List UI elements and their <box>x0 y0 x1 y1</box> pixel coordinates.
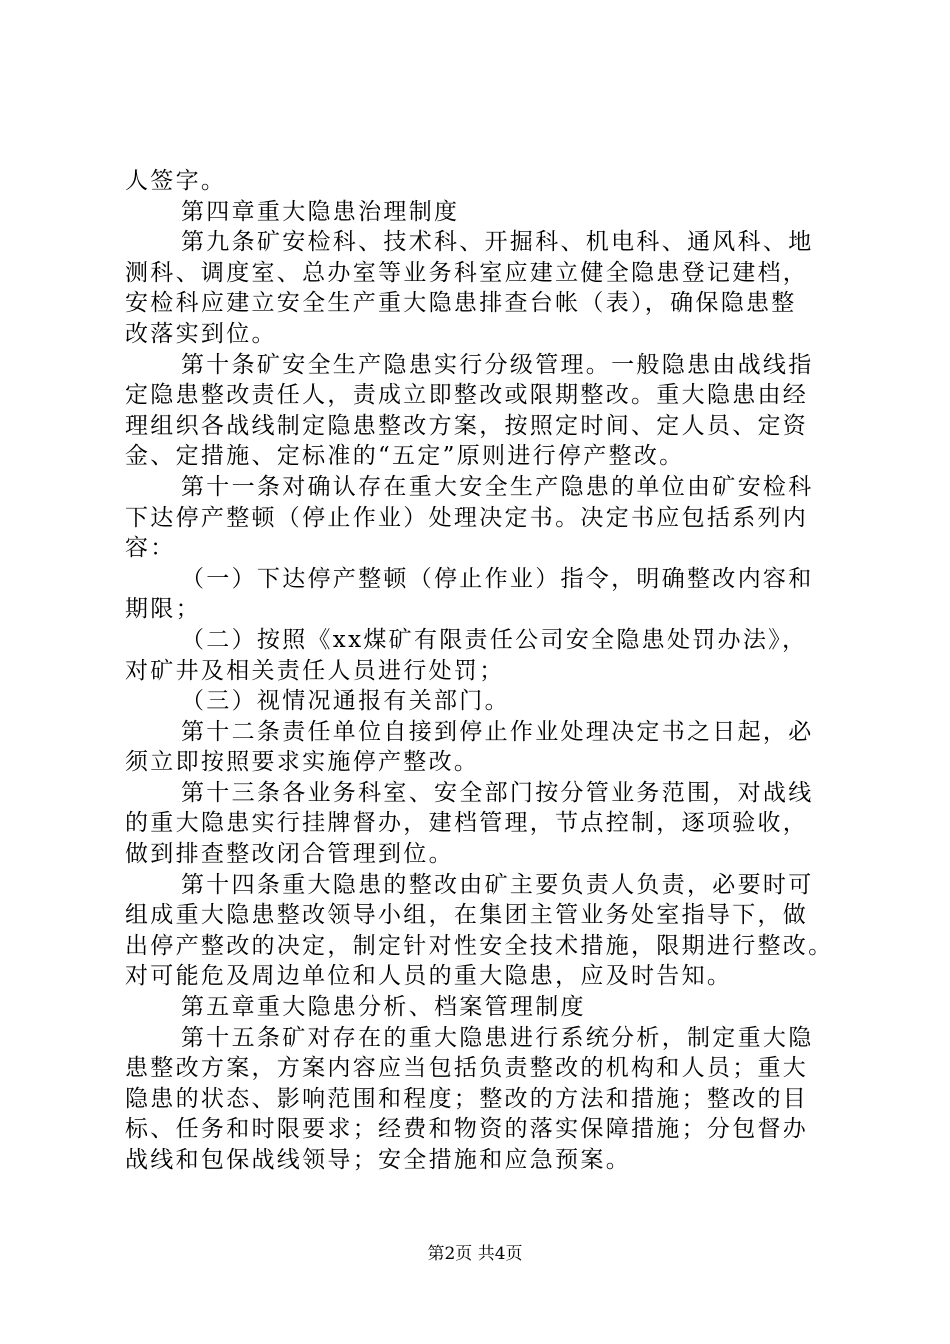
text-line: 第十条矿安全生产隐患实行分级管理。一般隐患由战线指 <box>181 351 814 378</box>
text-line: （三）视情况通报有关部门。 <box>181 688 510 715</box>
text-line: 第九条矿安检科、技术科、开掘科、机电科、通风科、地 <box>181 229 814 256</box>
text-line: 出停产整改的决定，制定针对性安全技术措施，限期进行整改。 <box>125 932 834 959</box>
text-line: 第十三条各业务科室、安全部门按分管业务范围，对战线 <box>181 779 814 806</box>
text-line: 隐患的状态、影响范围和程度；整改的方法和措施；整改的目 <box>125 1085 809 1112</box>
text-line: 标、任务和时限要求；经费和物资的落实保障措施；分包督办 <box>125 1116 809 1143</box>
text-line: 期限； <box>125 596 201 623</box>
page-footer: 第2页 共4页 <box>427 1244 523 1264</box>
text-line: （一）下达停产整顿（停止作业）指令，明确整改内容和 <box>181 565 814 592</box>
text-line: 第五章重大隐患分析、档案管理制度 <box>181 994 586 1021</box>
text-line: 须立即按照要求实施停产整改。 <box>125 749 480 776</box>
text-line: 战线和包保战线领导；安全措施和应急预案。 <box>125 1147 631 1173</box>
document-body <box>125 166 845 1176</box>
text-line: 第十一条对确认存在重大安全生产隐患的单位由矿安检科 <box>181 473 814 500</box>
text-line: 人签字。 <box>125 168 227 194</box>
text-line: 下达停产整顿（停止作业）处理决定书。决定书应包括系列内 <box>125 504 809 531</box>
text-line: 测科、调度室、总办室等业务科室应建立健全隐患登记建档， <box>125 259 809 286</box>
text-line: 组成重大隐患整改领导小组，在集团主管业务处室指导下，做 <box>125 902 809 929</box>
text-line: 患整改方案，方案内容应当包括负责整改的机构和人员；重大 <box>125 1055 809 1082</box>
text-line: 容： <box>125 535 176 562</box>
text-line: 第四章重大隐患治理制度 <box>181 198 460 225</box>
text-line: 第十四条重大隐患的整改由矿主要负责人负责，必要时可 <box>181 871 814 898</box>
text-line: 第十二条责任单位自接到停止作业处理决定书之日起，必 <box>181 718 814 745</box>
text-line: 对矿井及相关责任人员进行处罚； <box>125 657 505 684</box>
text-line: 对可能危及周边单位和人员的重大隐患，应及时告知。 <box>125 963 733 990</box>
text-line: 定隐患整改责任人，责成立即整改或限期整改。重大隐患由经 <box>125 382 809 409</box>
text-line: 金、定措施、定标准的“五定”原则进行停产整改。 <box>125 443 685 470</box>
text-line: 第十五条矿对存在的重大隐患进行系统分析，制定重大隐 <box>181 1024 814 1051</box>
text-line: 改落实到位。 <box>125 320 277 347</box>
text-line: （二）按照《xx煤矿有限责任公司安全隐患处罚办法》， <box>181 626 808 653</box>
text-line: 的重大隐患实行挂牌督办，建档管理，节点控制，逐项验收， <box>125 810 809 837</box>
text-line: 安检科应建立安全生产重大隐患排查台帐（表），确保隐患整 <box>125 290 797 317</box>
text-line: 理组织各战线制定隐患整改方案，按照定时间、定人员、定资 <box>125 412 809 439</box>
text-line: 做到排查整改闭合管理到位。 <box>125 841 454 868</box>
